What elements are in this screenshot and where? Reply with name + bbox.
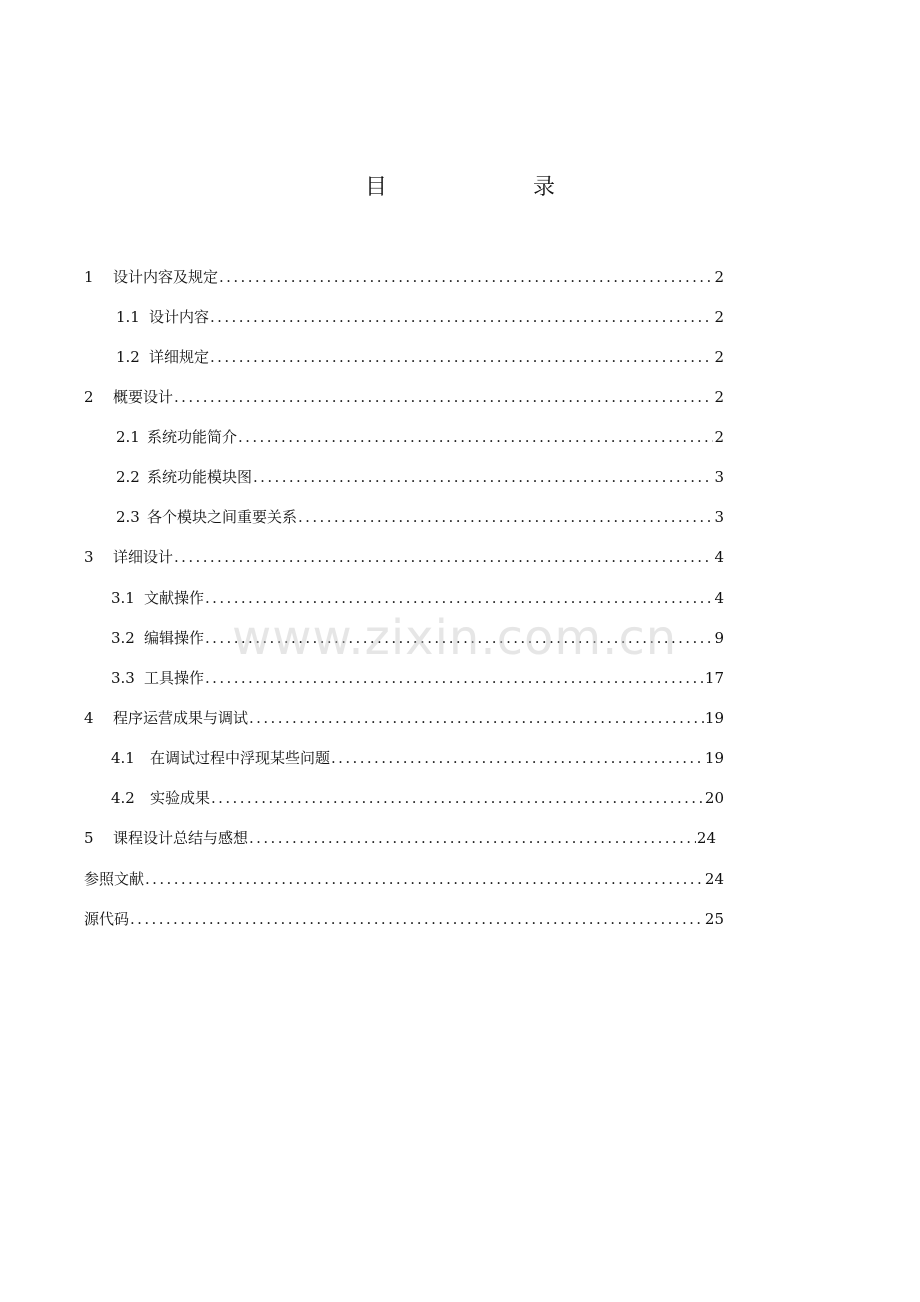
- toc-entry-page: 2: [714, 348, 724, 366]
- dot-leader: [219, 266, 713, 288]
- toc-entry-number: 3.2: [111, 629, 135, 647]
- toc-entry-page: 25: [704, 910, 724, 928]
- toc-entry-title: 设计内容: [149, 308, 210, 326]
- toc-entry-number: 4.2: [111, 789, 135, 807]
- toc-entry-number: 1.2: [116, 348, 140, 366]
- toc-entry-title: 文献操作: [144, 589, 205, 607]
- toc-entry[interactable]: [84, 546, 724, 568]
- toc-entry[interactable]: [84, 386, 724, 408]
- dot-leader: [298, 506, 713, 528]
- dot-leader: [331, 747, 704, 769]
- toc-entry[interactable]: [116, 506, 724, 528]
- toc-entry-number: 3.1: [111, 589, 135, 607]
- toc-entry-page: 3: [714, 508, 724, 526]
- toc-entry-title: 系统功能简介: [147, 428, 238, 446]
- toc-entry-number: 1.1: [116, 308, 140, 326]
- dot-leader: [174, 546, 713, 568]
- toc-entry-page: 20: [704, 789, 724, 807]
- toc-entry-page: 24: [696, 829, 716, 847]
- toc-entry-number: 3.3: [111, 669, 135, 687]
- watermark: www.zixin.com.cn: [232, 610, 678, 666]
- dot-leader: [249, 827, 696, 849]
- toc-entry-number: 1: [84, 268, 94, 286]
- toc-entry[interactable]: [111, 627, 724, 649]
- toc-entry-title: 详细规定: [149, 348, 210, 366]
- toc-entry-title: 系统功能模块图: [147, 468, 253, 486]
- dot-leader: [145, 868, 704, 890]
- toc-entry[interactable]: [84, 266, 724, 288]
- toc-entry-page: 19: [704, 709, 724, 727]
- toc-entry-title: 实验成果: [150, 789, 211, 807]
- toc-entry-title: 各个模块之间重要关系: [147, 508, 298, 526]
- toc-entry-page: 2: [714, 268, 724, 286]
- toc-entry[interactable]: [116, 306, 724, 328]
- toc-entry-number: 2.2: [116, 468, 140, 486]
- toc-entry-page: 2: [714, 428, 724, 446]
- toc-entry-title: 编辑操作: [144, 629, 205, 647]
- dot-leader: [205, 587, 713, 609]
- dot-leader: [210, 346, 713, 368]
- toc-entry-title: 设计内容及规定: [113, 268, 219, 286]
- toc-entry-number: 2: [84, 388, 94, 406]
- toc-entry-title: 工具操作: [144, 669, 205, 687]
- toc-entry[interactable]: [111, 667, 724, 689]
- toc-entry-page: 4: [714, 548, 724, 566]
- toc-entry-number: 2.3: [116, 508, 140, 526]
- toc-entry[interactable]: [116, 426, 724, 448]
- toc-entry[interactable]: [84, 707, 724, 729]
- toc-entry[interactable]: [84, 908, 724, 930]
- toc-entry-number: 2.1: [116, 428, 140, 446]
- toc-entry-page: 24: [704, 870, 724, 888]
- dot-leader: [205, 627, 713, 649]
- toc-entry-page: 2: [714, 308, 724, 326]
- toc-entry[interactable]: [111, 787, 724, 809]
- toc-entry[interactable]: [84, 868, 724, 890]
- toc-entry-number: 4: [84, 709, 94, 727]
- dot-leader: [238, 426, 713, 448]
- toc-entry-number: 5: [84, 829, 94, 847]
- dot-leader: [253, 466, 713, 488]
- dot-leader: [174, 386, 713, 408]
- toc-entry-number: 4.1: [111, 749, 135, 767]
- toc-entry[interactable]: [116, 466, 724, 488]
- toc-entry-title: 程序运营成果与调试: [113, 709, 249, 727]
- toc-entry-title: 在调试过程中浮现某些问题: [150, 749, 331, 767]
- toc-entry-title: 概要设计: [113, 388, 174, 406]
- toc-entry-page: 4: [714, 589, 724, 607]
- toc-entry[interactable]: [111, 587, 724, 609]
- toc-entry-page: 9: [714, 629, 724, 647]
- toc-entry-title: 课程设计总结与感想: [113, 829, 249, 847]
- toc-entry-page: 19: [704, 749, 724, 767]
- dot-leader: [205, 667, 704, 689]
- toc-entry-page: 3: [714, 468, 724, 486]
- toc-entry-title: 源代码: [84, 910, 130, 928]
- toc-entry[interactable]: [84, 827, 716, 849]
- toc-entry-title: 参照文献: [84, 870, 145, 888]
- dot-leader: [210, 306, 713, 328]
- toc-entry[interactable]: [111, 747, 724, 769]
- toc-entry[interactable]: [116, 346, 724, 368]
- toc-entry-number: 3: [84, 548, 94, 566]
- toc-entry-page: 2: [714, 388, 724, 406]
- toc-entry-title: 详细设计: [113, 548, 174, 566]
- page-title: 目 录: [364, 175, 617, 200]
- dot-leader: [211, 787, 704, 809]
- dot-leader: [249, 707, 704, 729]
- dot-leader: [130, 908, 704, 930]
- toc-entry-page: 17: [704, 669, 724, 687]
